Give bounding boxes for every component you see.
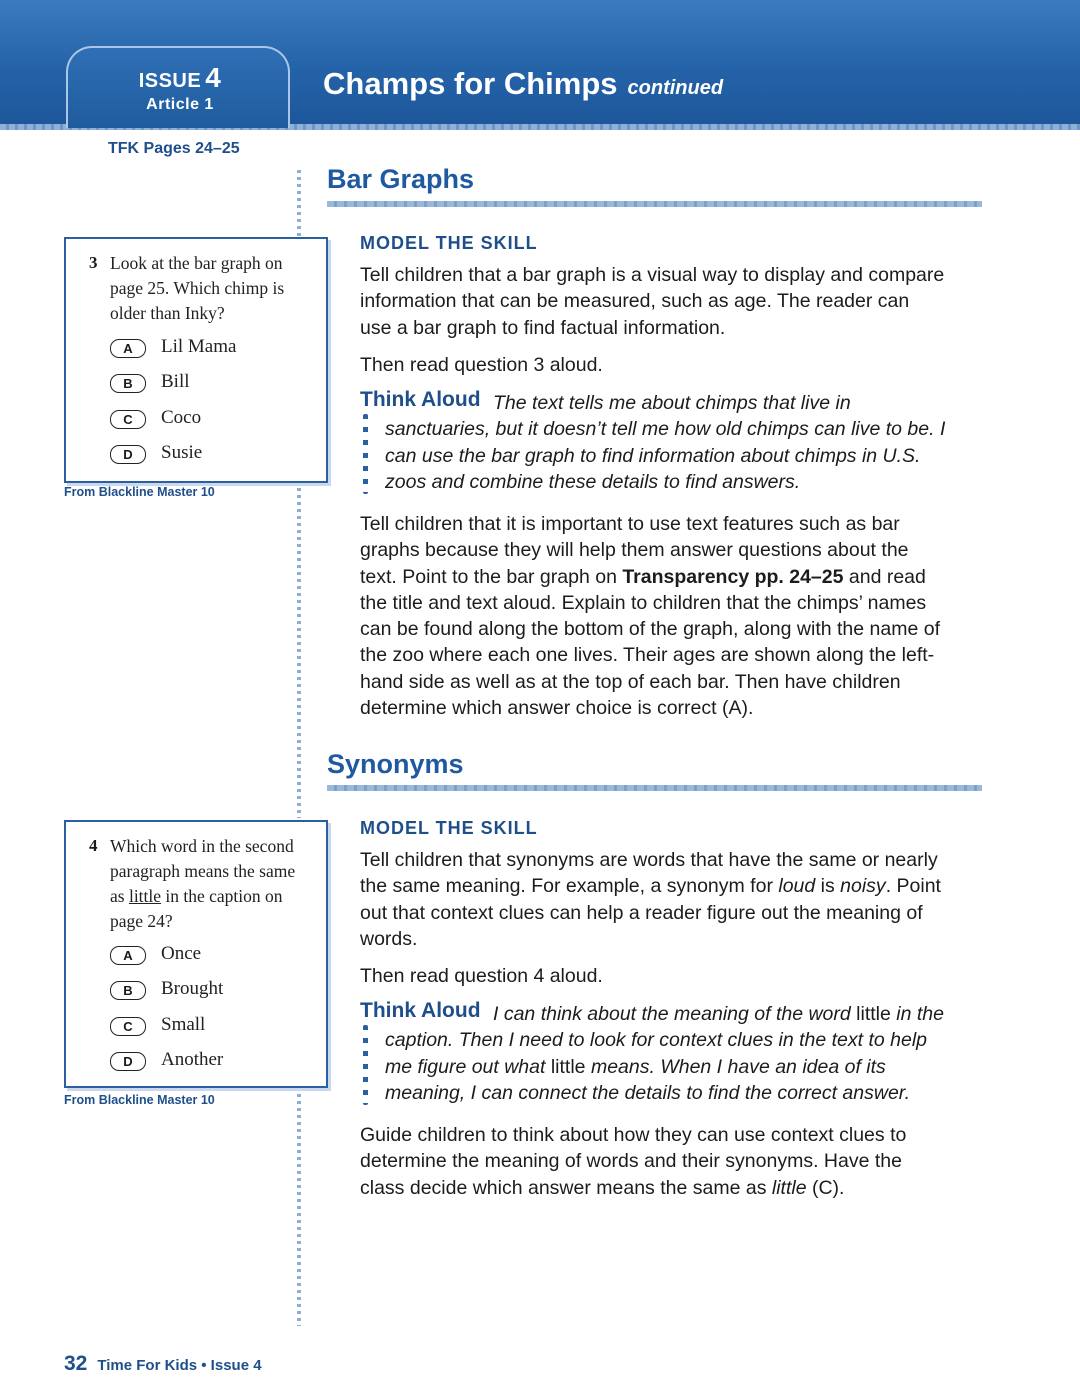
dotted-divider — [297, 488, 301, 818]
choice-text: Susie — [161, 442, 203, 463]
choice-letter: A — [110, 339, 146, 358]
model-the-skill-label: MODEL THE SKILL — [360, 818, 538, 838]
section-rule — [327, 785, 982, 791]
choice-letter: C — [110, 1017, 146, 1036]
underlined-word: little — [128, 886, 162, 906]
model-the-skill-label: MODEL THE SKILL — [360, 233, 538, 253]
choice-letter: C — [110, 410, 146, 429]
choice-letter: D — [110, 1052, 146, 1071]
paragraph: Guide children to think about how they can use context clues to determine the meaning of words and their synonyms. Have the class decide which answer means the same as little (C). — [360, 1124, 907, 1199]
tfk-pages-label: TFK Pages 24–25 — [108, 140, 240, 157]
paragraph: Tell children that a bar graph is a visual way to display and compare information that can be measured, such as age. The reader can use a bar graph to find factual information. — [360, 264, 945, 339]
dotted-divider — [297, 170, 301, 236]
think-aloud-block — [360, 390, 945, 496]
page-number: 32 — [64, 1352, 88, 1375]
footer-text: Time For Kids • Issue 4 — [97, 1357, 262, 1374]
question-number: 3 — [89, 253, 98, 272]
question-text: Look at the bar graph on page 25. Which chimp is older than Inky? — [110, 253, 285, 323]
choice-text: Brought — [161, 978, 224, 999]
choice-letter: B — [110, 374, 146, 393]
question-4-box — [64, 820, 328, 1088]
dotted-divider — [297, 1094, 301, 1326]
think-aloud-label: Think Aloud — [360, 388, 481, 411]
source-note: From Blackline Master 10 — [64, 1093, 215, 1107]
question-text: Which word in the second paragraph means the same as little in the caption on page 24? — [110, 836, 296, 931]
think-aloud-label: Think Aloud — [360, 999, 481, 1022]
choice-letter: D — [110, 445, 146, 464]
think-aloud-dotted-bar — [363, 414, 368, 494]
page-title: Champs for Chimps continued — [323, 66, 724, 101]
choice-text: Bill — [161, 371, 190, 392]
choice-letter: A — [110, 946, 146, 965]
transparency-reference: Transparency pp. 24–25 — [622, 565, 844, 588]
choice-text: Small — [161, 1014, 206, 1035]
think-aloud-dotted-bar — [363, 1025, 368, 1105]
paragraph: Tell children that synonyms are words that have the same or nearly the same meaning. For example, a synonym for loud is noisy. Point out that context clues can help a reader figure out the meaning of words. — [360, 849, 941, 950]
page-footer — [64, 1352, 262, 1376]
paragraph: Then read question 3 aloud. — [360, 354, 603, 376]
section-heading-bar-graphs: Bar Graphs — [327, 164, 475, 194]
choice-text: Lil Mama — [161, 336, 237, 357]
title-suffix: continued — [627, 77, 724, 99]
choice-text: Another — [161, 1049, 224, 1070]
choice-text: Once — [161, 943, 202, 964]
section-heading-synonyms: Synonyms — [327, 749, 464, 779]
article-label: Article 1 — [146, 96, 214, 113]
section-rule — [327, 201, 982, 207]
think-aloud-block — [360, 1001, 945, 1107]
choice-letter: B — [110, 981, 146, 1000]
choice-text: Coco — [161, 407, 202, 428]
think-aloud-text: I can think about the meaning of the word little in the caption. Then I need to look for context clues in the text to help me figure out what little means. When I have an idea of its meaning, I can connect the details to find the correct answer. — [385, 1003, 944, 1104]
source-note: From Blackline Master 10 — [64, 485, 215, 499]
issue-tab — [66, 46, 290, 128]
think-aloud-text: The text tells me about chimps that live in sanctuaries, but it doesn’t tell me how old chimps can live to be. I can use the bar graph to find information about chimps in U.S. zoos and combine these details to find answers. — [385, 392, 946, 493]
issue-number: 4 — [205, 62, 222, 93]
paragraph: Then read question 4 aloud. — [360, 965, 603, 987]
paragraph: Tell children that it is important to use text features such as bar graphs because they will help them answer questions about the text. Point to the bar graph on Transparency pp. 24–25 and read the title and text aloud. Explain to children that the chimps’ names can be found along the bottom of the graph, along with the name of the zoo where each one lives. Their ages are shown along the left-hand side as well as at the top of each bar. Then have children determine which answer choice is correct (A). — [360, 513, 940, 720]
question-3-box — [64, 237, 328, 483]
issue-label: ISSUE 4 — [138, 62, 222, 93]
question-number: 4 — [89, 836, 98, 855]
